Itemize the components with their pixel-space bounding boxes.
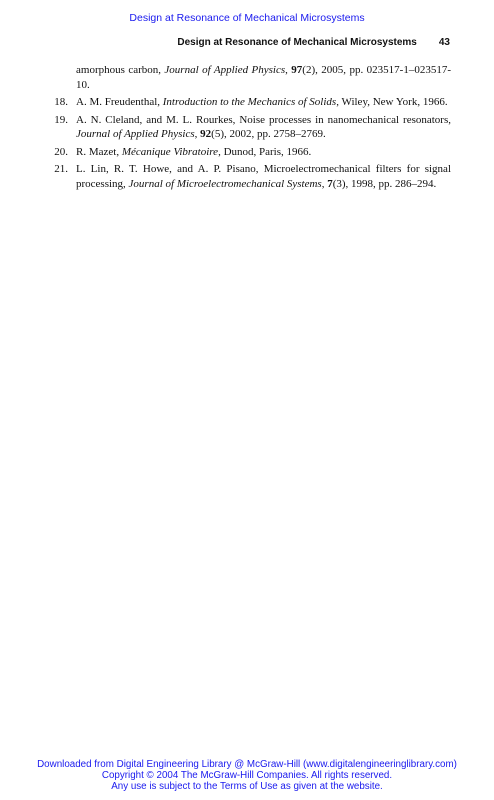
page-number: 43	[438, 37, 450, 48]
reference-item	[46, 145, 451, 160]
reference-segment: ,	[194, 128, 201, 140]
reference-segment: (3), 1998, pp. 286–294.	[332, 177, 437, 190]
reference-number: 21.	[54, 163, 68, 175]
reference-segment: , Dunod, Paris, 1966.	[218, 145, 312, 158]
running-head-title: Design at Resonance of Mechanical Microsystems	[177, 37, 417, 48]
reference-item	[46, 63, 451, 92]
reference-title: Journal of Microelectromechanical Systems	[128, 177, 322, 190]
reference-segment: A. N. Cleland, and M. L. Rourkes, Noise processes in nanomechanical resonators,	[76, 113, 451, 126]
reference-text	[76, 114, 451, 141]
reference-segment: ,	[321, 177, 328, 190]
reference-segment: (5), 2002, pp. 2758–2769.	[211, 128, 326, 140]
footer-terms[interactable]: Any use is subject to the Terms of Use as given at the website.	[111, 781, 383, 792]
footer-download-link[interactable]: Downloaded from Digital Engineering Library @ McGraw-Hill (www.digitalengineeringlibrary.com)	[37, 759, 457, 770]
reference-item	[46, 162, 451, 191]
top-link[interactable]: Design at Resonance of Mechanical Microsystems	[129, 12, 365, 24]
reference-title: Journal of Applied Physics	[164, 64, 286, 76]
reference-number: 18.	[54, 96, 68, 108]
reference-title: Introduction to the Mechanics of Solids	[162, 96, 337, 108]
reference-number: 20.	[54, 145, 68, 158]
reference-volume: 7	[327, 177, 333, 190]
reference-title: Journal of Applied Physics	[76, 128, 195, 140]
reference-volume: 92	[200, 128, 212, 140]
reference-text	[76, 146, 311, 158]
reference-item	[46, 95, 451, 110]
reference-segment: R. Mazet,	[76, 145, 122, 158]
running-head	[40, 37, 450, 48]
reference-text	[76, 64, 451, 91]
reference-volume: 97	[291, 64, 303, 76]
reference-segment: amorphous carbon,	[76, 64, 165, 76]
footer-copyright[interactable]: Copyright © 2004 The McGraw-Hill Companies. All rights reserved.	[101, 770, 393, 781]
reference-number: 19.	[54, 113, 68, 126]
reference-segment: (2), 2005, pp. 023517-1–023517-10.	[76, 64, 451, 91]
reference-text	[76, 96, 448, 108]
reference-title: Mécanique Vibratoire	[121, 145, 219, 158]
reference-segment: ,	[285, 64, 292, 76]
reference-text	[76, 163, 451, 190]
reference-list	[46, 63, 451, 194]
footer	[0, 759, 494, 792]
reference-segment: L. Lin, R. T. Howe, and A. P. Pisano, Microelectromechanical filters for signal processing,	[76, 163, 451, 190]
reference-item	[46, 113, 451, 142]
reference-segment: , Wiley, New York, 1966.	[336, 96, 448, 108]
reference-segment: A. M. Freudenthal,	[76, 96, 163, 108]
